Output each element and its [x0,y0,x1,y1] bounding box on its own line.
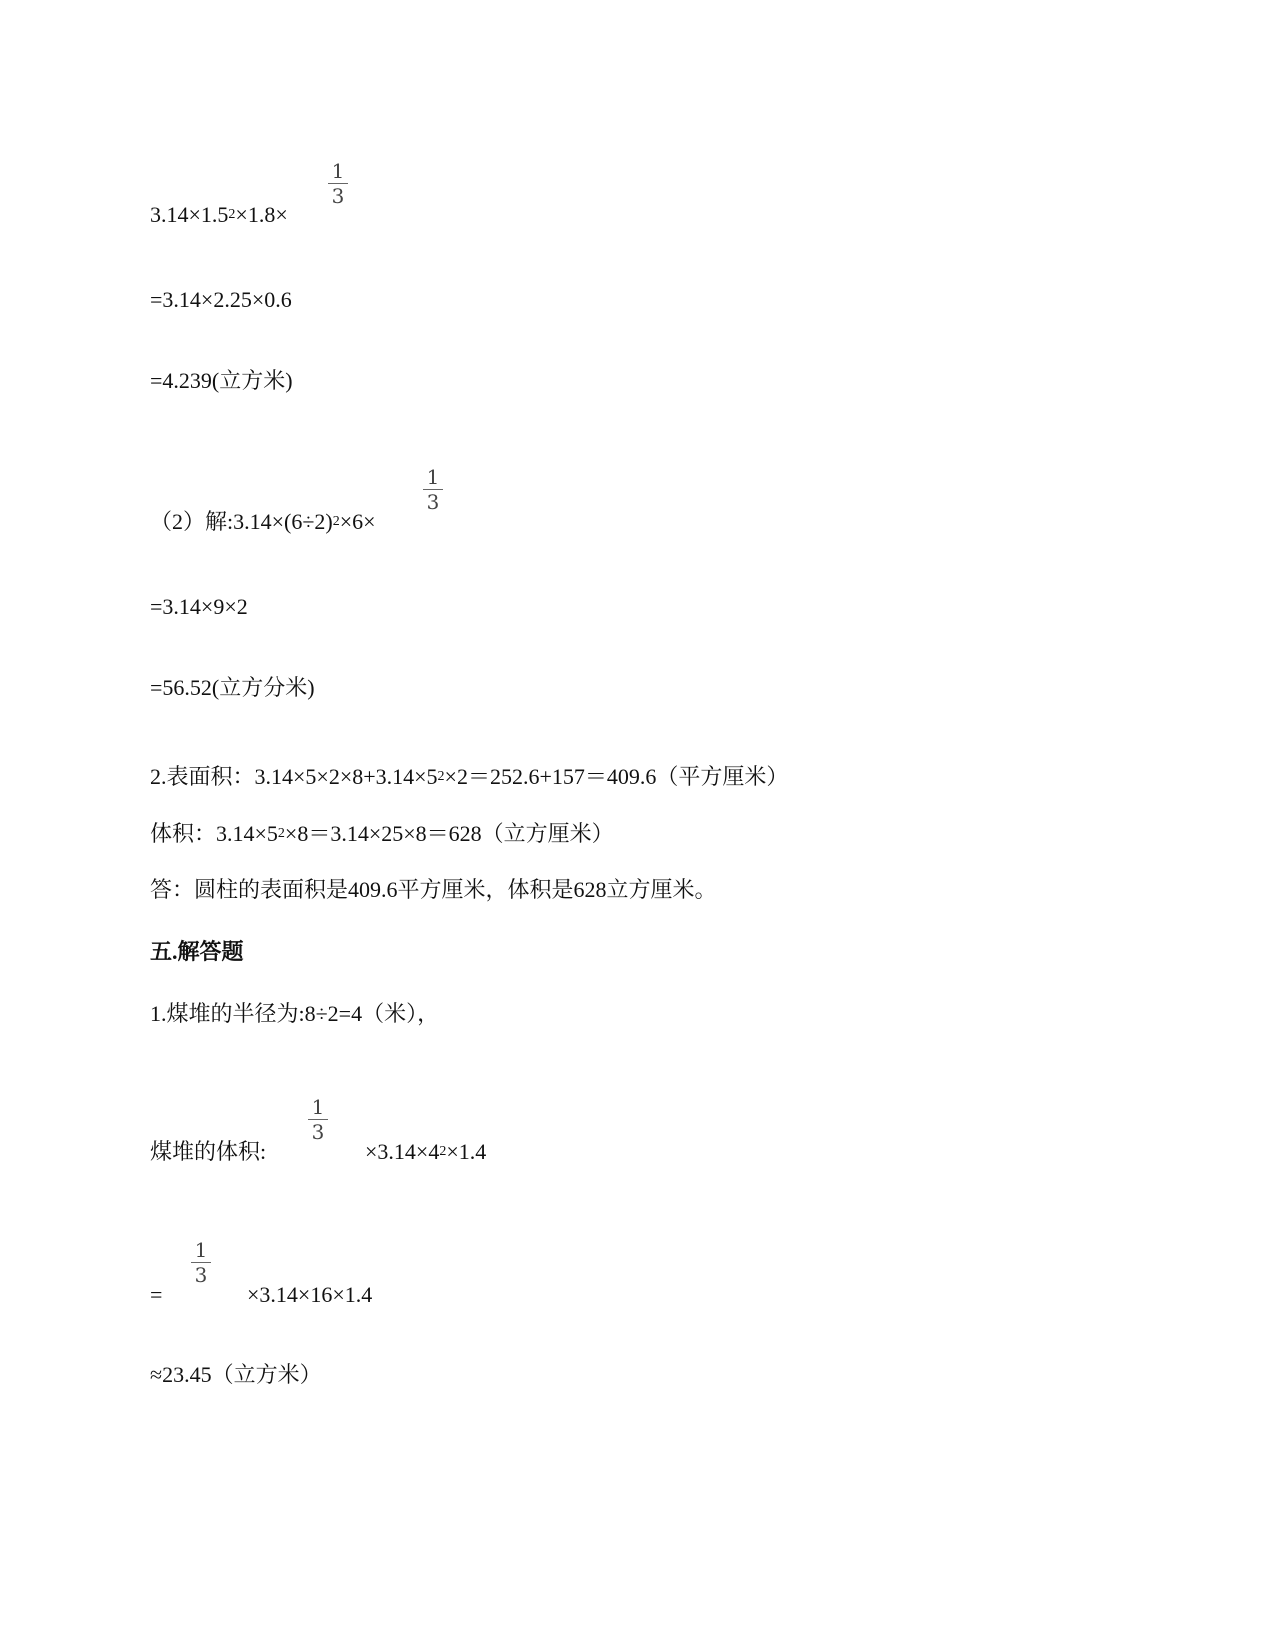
block1-line2: =3.14×2.25×0.6 [150,287,292,312]
expr-base: 3.14×1.5 [150,202,229,227]
exponent: 2 [437,769,445,784]
expr-pre: 2.表面积：3.14×5×2×8+3.14×5 [150,764,438,789]
fraction-one-third [308,1096,328,1143]
block1-line3: =4.239(立方米) [150,368,293,393]
fraction-numerator: 1 [331,159,345,183]
fraction-numerator: 1 [426,465,440,489]
expr-rest: ×6× [339,509,376,534]
block1-line1 [150,202,288,232]
fraction-one-third [423,466,443,513]
radius-line: 1.煤堆的半径为:8÷2=4（米）， [150,1001,440,1026]
fraction-denominator: 3 [311,1120,325,1144]
expr-post: ×2＝252.6+157＝409.6（平方厘米） [444,764,789,789]
fraction-numerator: 1 [311,1095,325,1119]
expr-base: （2）解:3.14×(6÷2) [150,509,333,534]
fraction-denominator: 3 [331,184,345,208]
result-line: ≈23.45（立方米） [150,1362,322,1387]
volume-label: 煤堆的体积: [150,1139,267,1164]
exponent: 2 [277,826,285,841]
surface-area-line [150,764,788,794]
fraction-denominator: 3 [426,490,440,514]
fraction-one-third [328,160,348,207]
exponent: 2 [439,1144,447,1159]
step-equals: = [150,1282,163,1307]
expr-post: ×8＝3.14×25×8＝628（立方厘米） [284,821,614,846]
block2-line2: =3.14×9×2 [150,594,248,619]
coal-volume-line [150,1139,266,1165]
block2-line3: =56.52(立方分米) [150,675,315,700]
fraction-denominator: 3 [194,1263,208,1287]
exponent: 2 [332,514,340,529]
volume-line [150,821,614,851]
expr-rest: ×1.8× [235,202,288,227]
step-expr: ×3.14×16×1.4 [247,1282,373,1307]
coal-volume-expr [365,1139,486,1169]
fraction-one-third [191,1239,211,1286]
answer-line: 答：圆柱的表面积是409.6平方厘米，体积是628立方厘米。 [150,877,717,902]
section-heading: 五.解答题 [150,939,244,964]
expr-pre: ×3.14×4 [365,1139,440,1164]
exponent: 2 [228,207,236,222]
expr-pre: 体积：3.14×5 [150,821,278,846]
block2-line1 [150,509,376,539]
expr-post: ×1.4 [446,1139,487,1164]
fraction-numerator: 1 [194,1238,208,1262]
